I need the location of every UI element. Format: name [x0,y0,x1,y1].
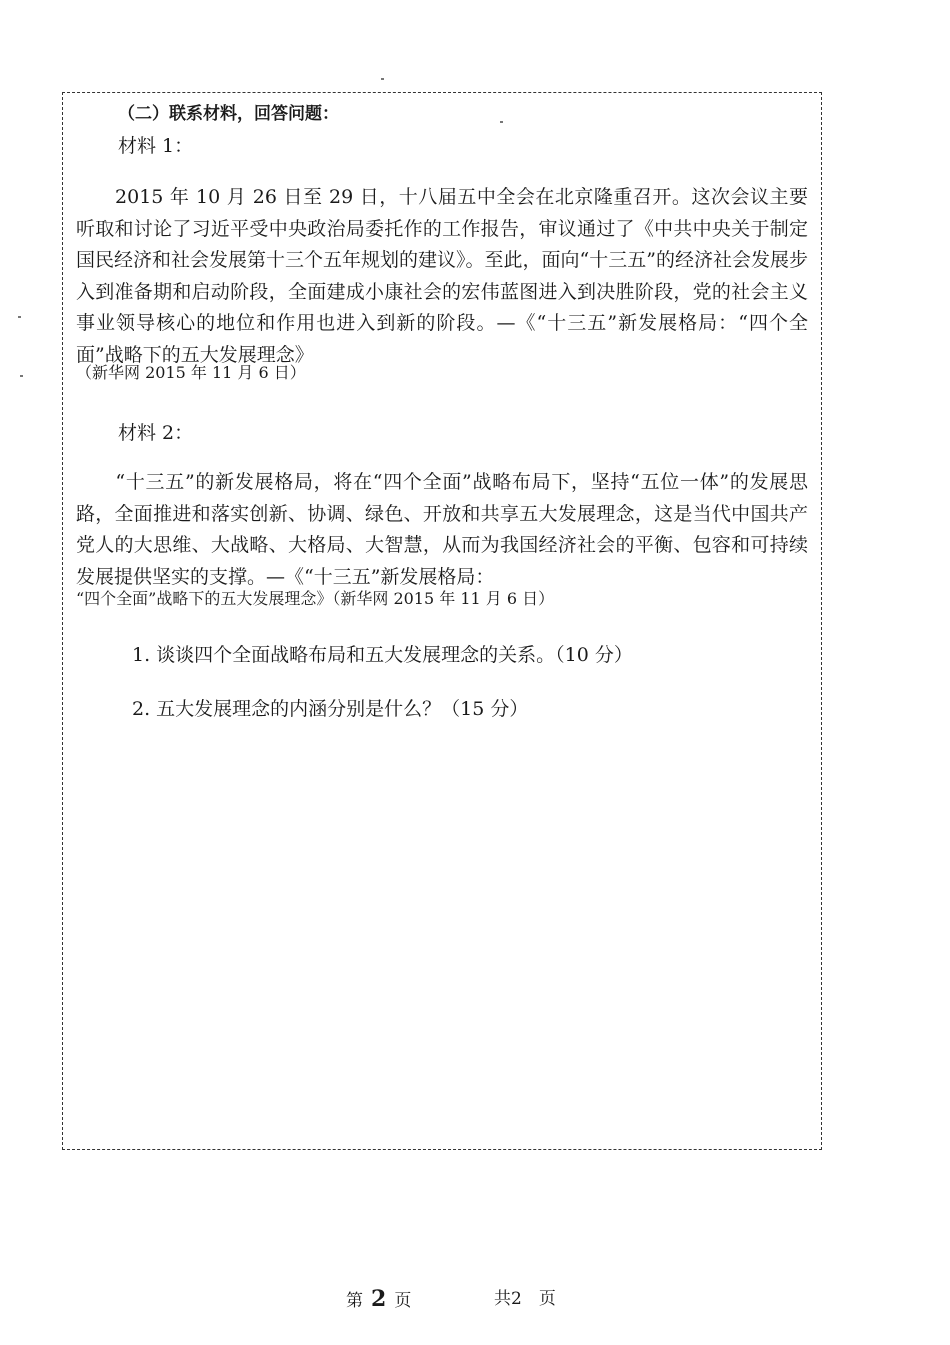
scan-speck [20,375,23,377]
material-1-paragraph: 2015 年 10 月 26 日至 29 日，十八届五中全会在北京隆重召开。这次会议主要听取和讨论了习近平受中央政治局委托作的工作报告，审议通过了《中共中央关于制定国民经济和社会发展第十三个五年规划的建议》。至此，面向“十三五”的经济社会发展步入到准备期和启动阶段，全面建成小康社会的宏伟蓝图进入到决胜阶段，党的社会主义事业领导核心的地位和作用也进入到新的阶段。—《“十三五”新发展格局：“四个全面”战略下的五大发展理念》 [76,186,808,366]
page-number-value: 2 [371,1286,387,1312]
material-1-label: 材料 1： [118,135,194,157]
question-2: 2. 五大发展理念的内涵分别是什么？（15 分） [132,698,529,720]
page-number [346,1285,411,1315]
material-2-source: “四个全面”战略下的五大发展理念》（新华网 2015 年 11 月 6 日） [76,589,555,608]
scan-speck [381,78,384,80]
question-1: 1. 谈谈四个全面战略布局和五大发展理念的关系。（10 分） [132,644,633,666]
material-1-source: （新华网 2015 年 11 月 6 日） [76,363,306,382]
material-2-paragraph: “十三五”的新发展格局，将在“四个全面”战略布局下，坚持“五位一体”的发展思路，全面推进和落实创新、协调、绿色、开放和共享五大发展理念，这是当代中国共产党人的大思维、大战略、大格局、大智慧，从而为我国经济社会的平衡、包容和可持续发展提供坚实的支撑。—《“十三五”新发展格局： [76,471,808,588]
page-total: 共2 页 [494,1289,556,1309]
section-title: （二）联系材料，回答问题： [118,104,339,124]
scan-speck [18,316,21,318]
scan-speck [500,121,503,123]
page-suffix: 页 [394,1291,412,1311]
material-2-label: 材料 2： [118,422,194,444]
page-prefix: 第 [346,1291,363,1311]
